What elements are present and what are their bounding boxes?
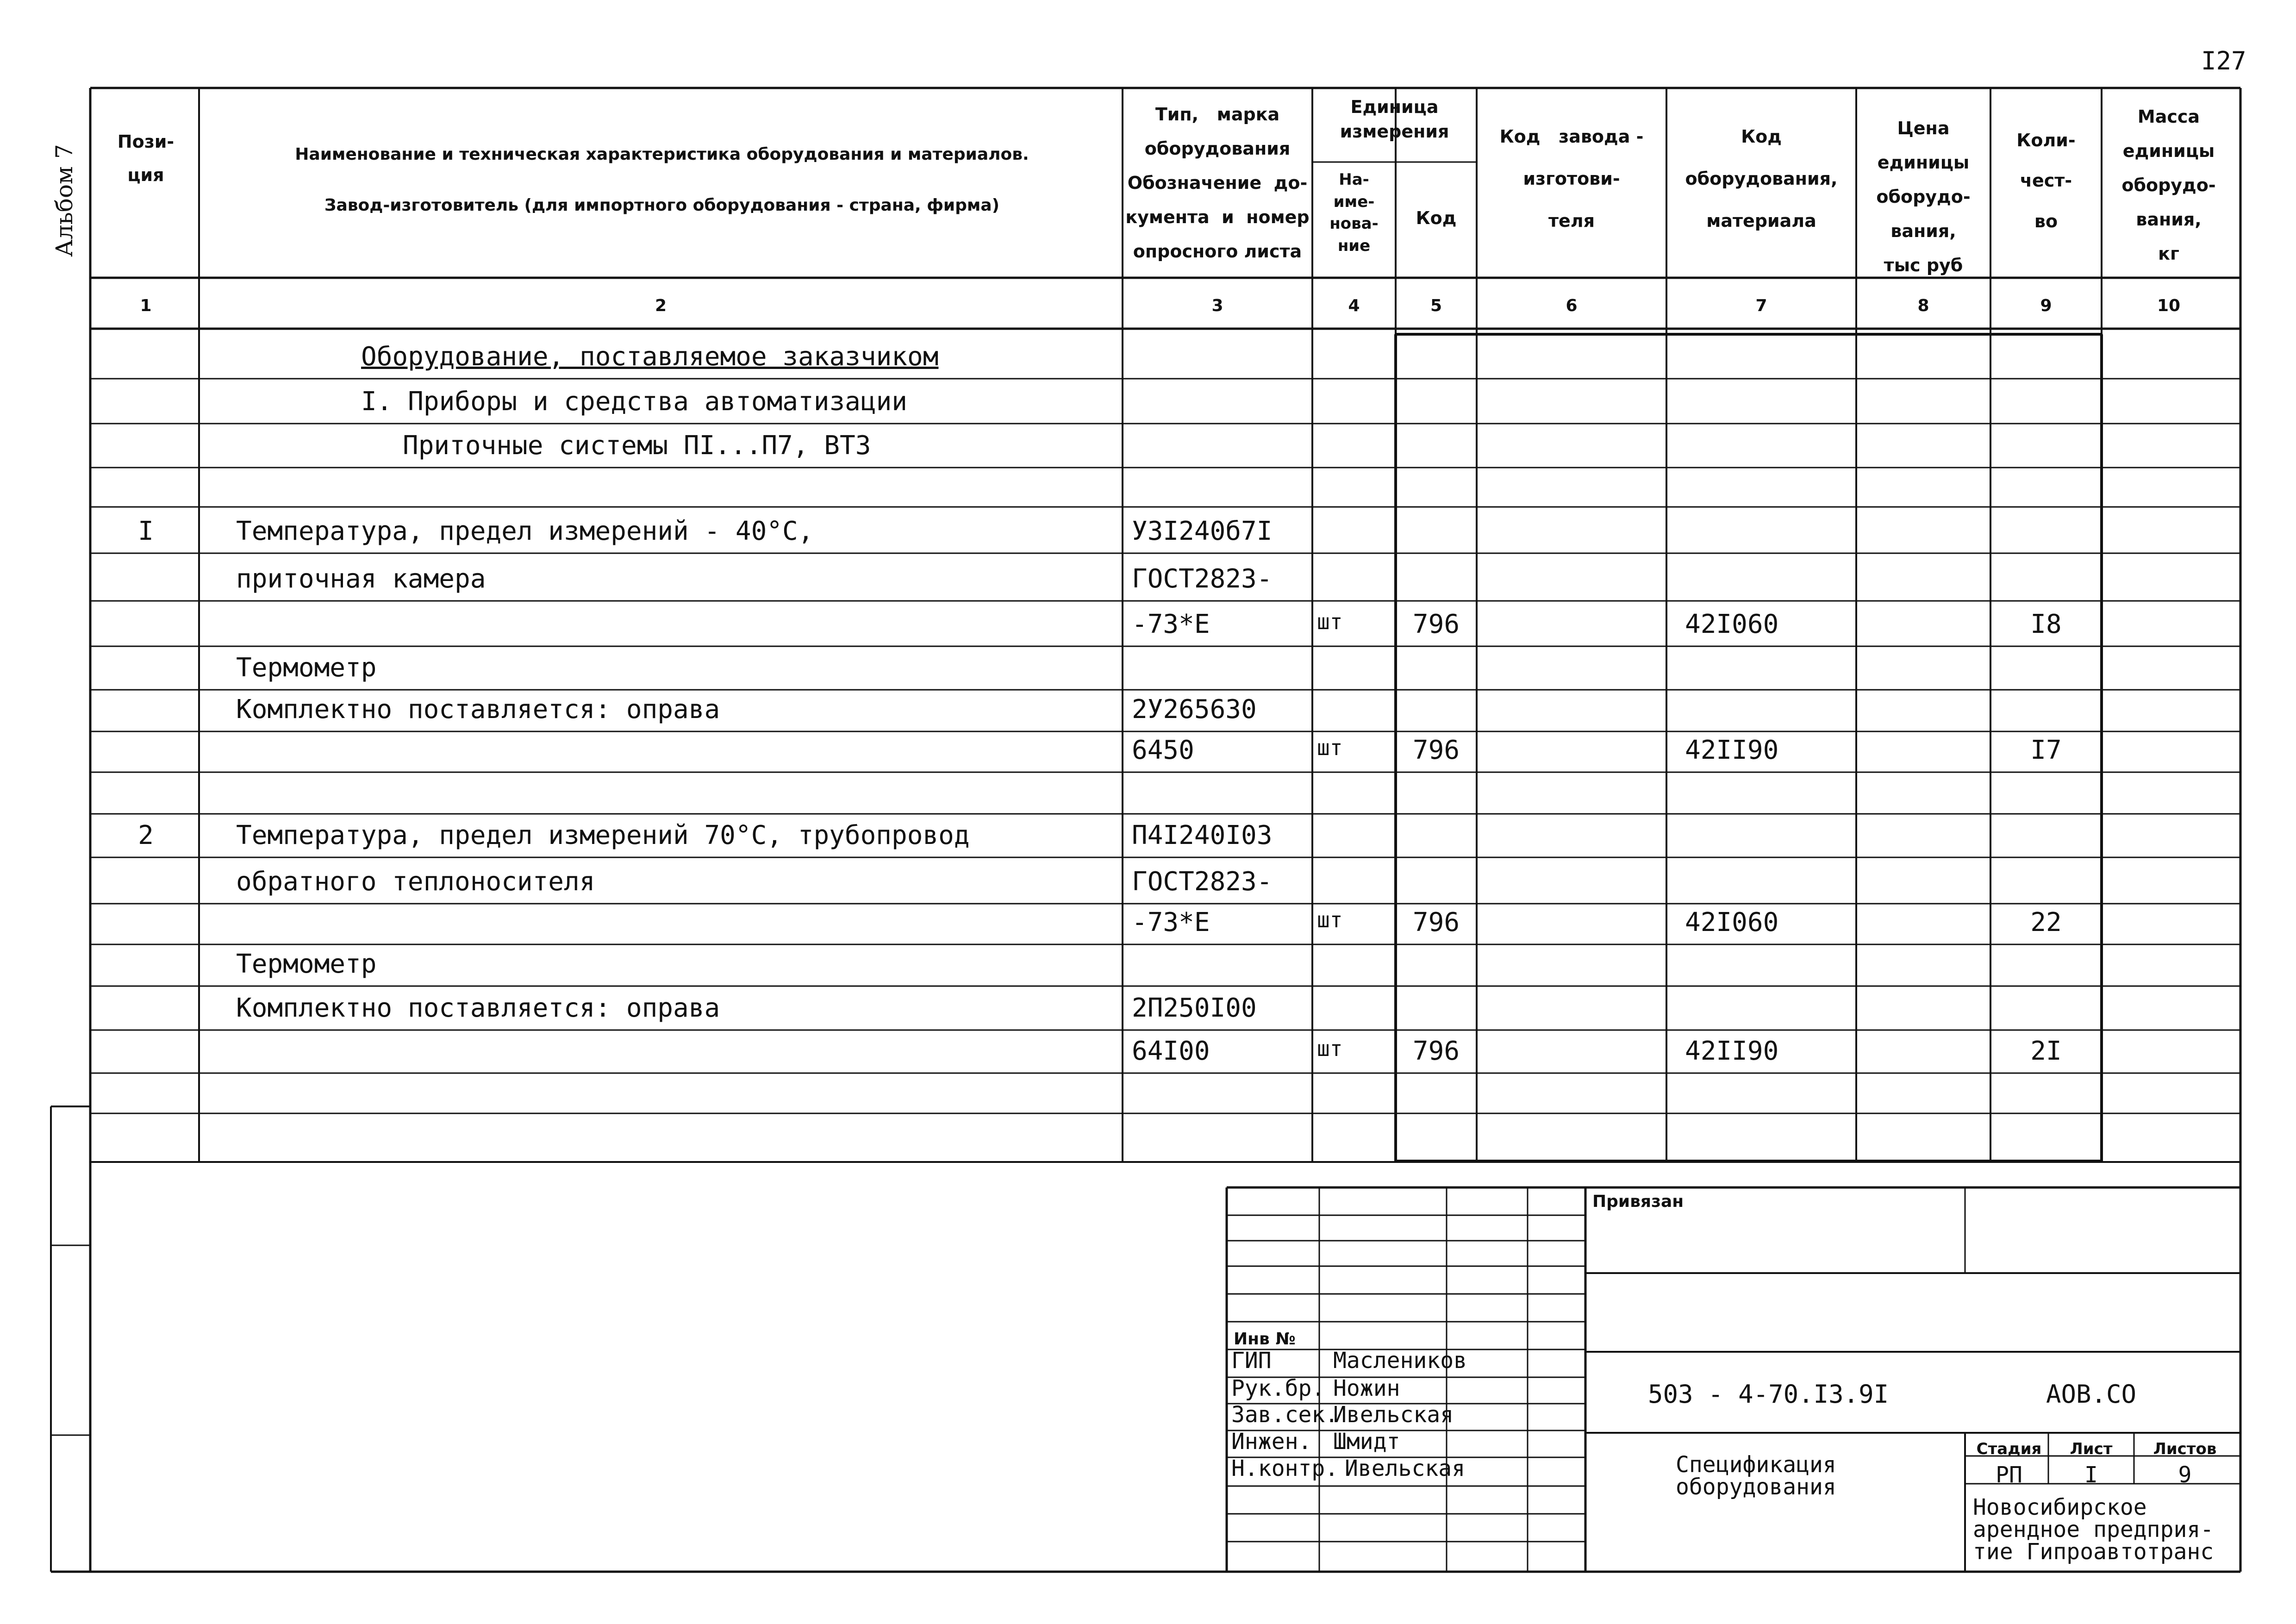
cell-name: I. Приборы и средства автоматизации xyxy=(361,387,908,417)
signature-name: Ивельская xyxy=(1345,1455,1466,1481)
cell-eqcode: 42II90 xyxy=(1685,735,1779,765)
col-number: 3 xyxy=(1211,296,1223,315)
organization-line1: Новосибирское xyxy=(1973,1494,2147,1520)
cell-type: 6450 xyxy=(1132,735,1194,765)
sheets-label: Листов xyxy=(2153,1440,2217,1458)
cell-code: 796 xyxy=(1412,907,1460,937)
cell-type: 2П250I00 xyxy=(1132,993,1257,1023)
sheets-value: 9 xyxy=(2178,1462,2192,1488)
signature-role: Инжен. xyxy=(1231,1429,1312,1455)
cell-name: обратного теплоносителя xyxy=(236,867,595,897)
document-number: 503 - 4-70.I3.9I xyxy=(1648,1380,1889,1409)
cell-pos: 2 xyxy=(138,820,154,850)
cell-name: Термометр xyxy=(236,949,377,979)
cell-name: Температура, предел измерений 70°С, трубопровод xyxy=(236,820,970,850)
organization-line2: арендное предприя- xyxy=(1973,1517,2214,1543)
cell-unit: шт xyxy=(1317,907,1343,932)
signature-role: Н.контр. xyxy=(1231,1455,1339,1481)
signature-role: Рук.бр. xyxy=(1231,1375,1325,1401)
cell-type: ГОСТ2823- xyxy=(1132,564,1273,594)
col-number: 6 xyxy=(1566,296,1578,315)
cell-qty: I8 xyxy=(2030,609,2062,639)
cell-qty: 22 xyxy=(2030,907,2062,937)
header-factory-code: Код завода - изготови- теля xyxy=(1499,126,1644,231)
cell-type: ГОСТ2823- xyxy=(1132,867,1273,897)
header-type: Тип, марка оборудования Обозначение до- кумента и номер опросного листа xyxy=(1125,104,1310,262)
signature-name: Ножин xyxy=(1333,1375,1400,1401)
header-unit-code: Код xyxy=(1416,208,1457,228)
stage-value: РП xyxy=(1996,1462,2022,1488)
cell-type: У3I240б7I xyxy=(1132,516,1273,546)
cell-type: 2У265630 xyxy=(1132,694,1257,725)
cell-type: 64I00 xyxy=(1132,1036,1210,1066)
signature-role: ГИП xyxy=(1231,1348,1272,1374)
cell-eqcode: 42I060 xyxy=(1685,609,1779,639)
stage-label: Стадия xyxy=(1976,1440,2042,1458)
col-number: 7 xyxy=(1755,296,1767,315)
header-mass: Масса единицы оборудо- вания, кг xyxy=(2121,106,2216,264)
document-code: АОВ.СО xyxy=(2046,1380,2137,1409)
document-title-line1: Спецификация xyxy=(1676,1452,1836,1478)
inventory-number-label: Инв № xyxy=(1234,1330,1296,1349)
cell-type: -73*Е xyxy=(1132,609,1210,639)
organization-line3: тие Гипроавтотранс xyxy=(1973,1539,2214,1565)
col-number: 10 xyxy=(2157,296,2181,315)
header-name-line2: Завод-изготовитель (для импортного оборудования - страна, фирма) xyxy=(324,196,1000,215)
cell-unit: шт xyxy=(1317,735,1343,760)
header-quantity: Коли- чест- во xyxy=(2016,130,2076,231)
sheet-value: I xyxy=(2084,1462,2098,1488)
cell-name: Приточные системы ПI...П7, ВТ3 xyxy=(403,431,871,461)
cell-name: Термометр xyxy=(236,653,377,683)
col-number: 5 xyxy=(1430,296,1442,315)
sheet-label: Лист xyxy=(2070,1440,2113,1458)
col-number: 9 xyxy=(2040,296,2052,315)
header-position: Пози- ция xyxy=(117,131,175,186)
document-title-line2: оборудования xyxy=(1676,1474,1836,1500)
album-label: Альбом 7 xyxy=(51,144,78,257)
cell-name: Температура, предел измерений - 40°С, xyxy=(236,516,814,546)
cell-code: 796 xyxy=(1412,1036,1460,1066)
header-equipment-code: Код оборудования, материала xyxy=(1685,126,1838,231)
cell-code: 796 xyxy=(1412,735,1460,765)
privyazan-label: Привязан xyxy=(1592,1192,1684,1211)
cell-unit: шт xyxy=(1317,609,1343,634)
cell-eqcode: 42II90 xyxy=(1685,1036,1779,1066)
signature-role: Зав.сек. xyxy=(1231,1402,1339,1428)
cell-name: Оборудование, поставляемое заказчиком xyxy=(361,342,939,372)
col-number: 1 xyxy=(140,296,152,315)
header-unit-group: Единица измерения xyxy=(1340,97,1449,142)
header-unit-name: На- име- нова- ние xyxy=(1329,170,1379,255)
header-price: Цена единицы оборудо- вания, тыс руб xyxy=(1876,118,1971,276)
cell-type: П4I240I03 xyxy=(1132,820,1273,850)
signature-name: Шмидт xyxy=(1333,1429,1400,1455)
cell-name: Комплектно поставляется: оправа xyxy=(236,993,720,1023)
col-number: 4 xyxy=(1348,296,1360,315)
cell-unit: шт xyxy=(1317,1036,1343,1061)
cell-code: 796 xyxy=(1412,609,1460,639)
col-number: 8 xyxy=(1917,296,1929,315)
cell-qty: I7 xyxy=(2030,735,2062,765)
signature-name: Маслеников xyxy=(1333,1348,1467,1374)
cell-type: -73*Е xyxy=(1132,907,1210,937)
col-number: 2 xyxy=(655,296,667,315)
signature-name: Ивельская xyxy=(1333,1402,1454,1428)
cell-eqcode: 42I060 xyxy=(1685,907,1779,937)
header-name-line1: Наименование и техническая характеристика оборудования и материалов. xyxy=(295,145,1029,164)
cell-name: приточная камера xyxy=(236,564,486,594)
cell-qty: 2I xyxy=(2030,1036,2062,1066)
page-number: I27 xyxy=(2201,46,2246,75)
cell-pos: I xyxy=(138,516,154,546)
cell-name: Комплектно поставляется: оправа xyxy=(236,694,720,725)
